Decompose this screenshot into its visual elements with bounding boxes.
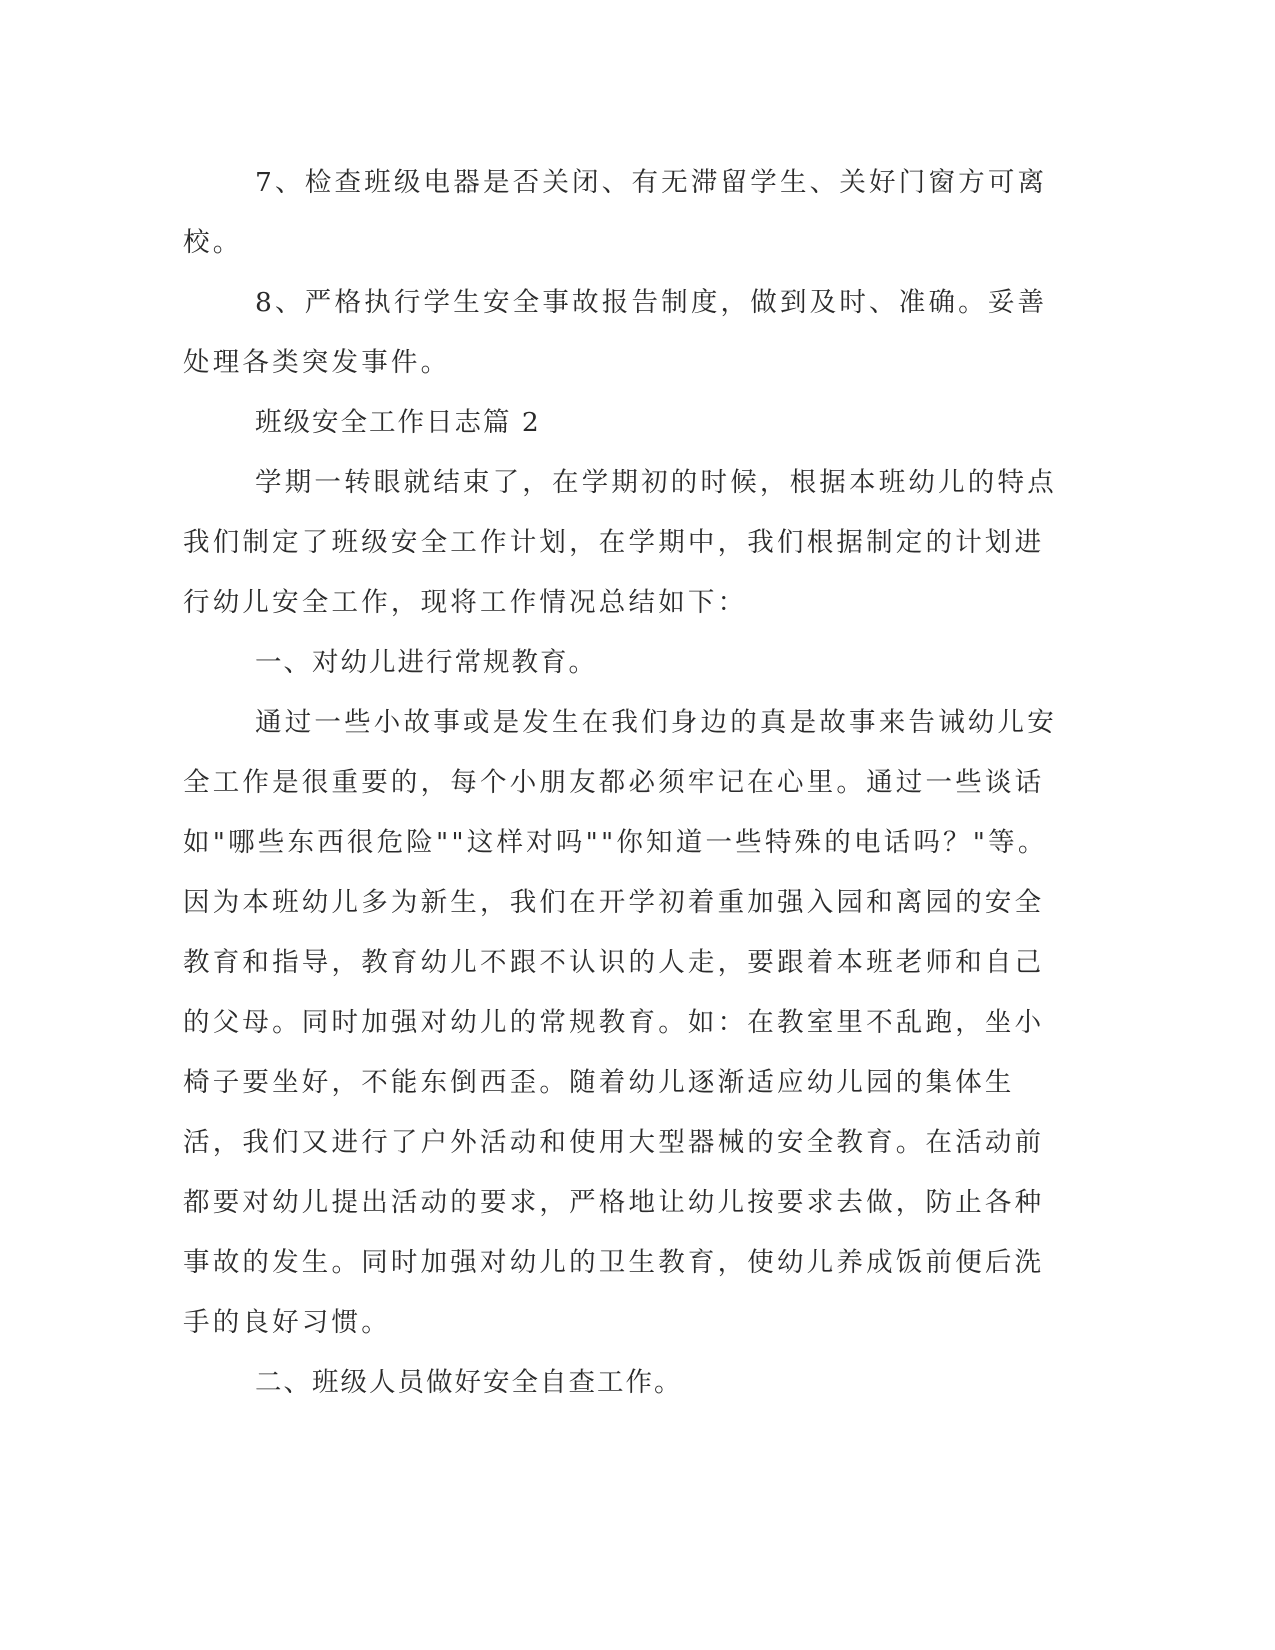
section-title: 班级安全工作日志篇 2 — [255, 407, 541, 438]
paragraph-routine-education: 通过一些小故事或是发生在我们身边的真是故事来告诫幼儿安全工作是很重要的，每个小朋友都必须牢记在心里。通过一些谈话如"哪些东西很危险""这样对吗""你知道一些特殊的电话吗？"等。因为本班幼儿多为新生，我们在开学初着重加强入园和离园的安全教育和指导，教育幼儿不跟不认识的人走，要跟着本班老师和自己的父母。同时加强对幼儿的常规教育。如：在教室里不乱跑，坐小椅子要坐好，不能东倒西歪。随着幼儿逐渐适应幼儿园的集体生活，我们又进行了户外活动和使用大型器械的安全教育。在活动前都要对幼儿提出活动的要求，严格地让幼儿按要求去做，防止各种事故的发生。同时加强对幼儿的卫生教育，使幼儿养成饭前便后洗手的良好习惯。 — [183, 707, 1057, 1338]
heading-self-inspection: 二、班级人员做好安全自查工作。 — [255, 1367, 683, 1398]
heading-routine-education: 一、对幼儿进行常规教育。 — [255, 647, 597, 678]
paragraph-item-7: 7、检查班级电器是否关闭、有无滞留学生、关好门窗方可离校。 — [183, 167, 1048, 258]
document-body — [183, 153, 1073, 1413]
paragraph-intro: 学期一转眼就结束了，在学期初的时候，根据本班幼儿的特点我们制定了班级安全工作计划，在学期中，我们根据制定的计划进行幼儿安全工作，现将工作情况总结如下： — [183, 467, 1057, 618]
paragraph-item-8: 8、严格执行学生安全事故报告制度，做到及时、准确。妥善处理各类突发事件。 — [183, 287, 1048, 378]
